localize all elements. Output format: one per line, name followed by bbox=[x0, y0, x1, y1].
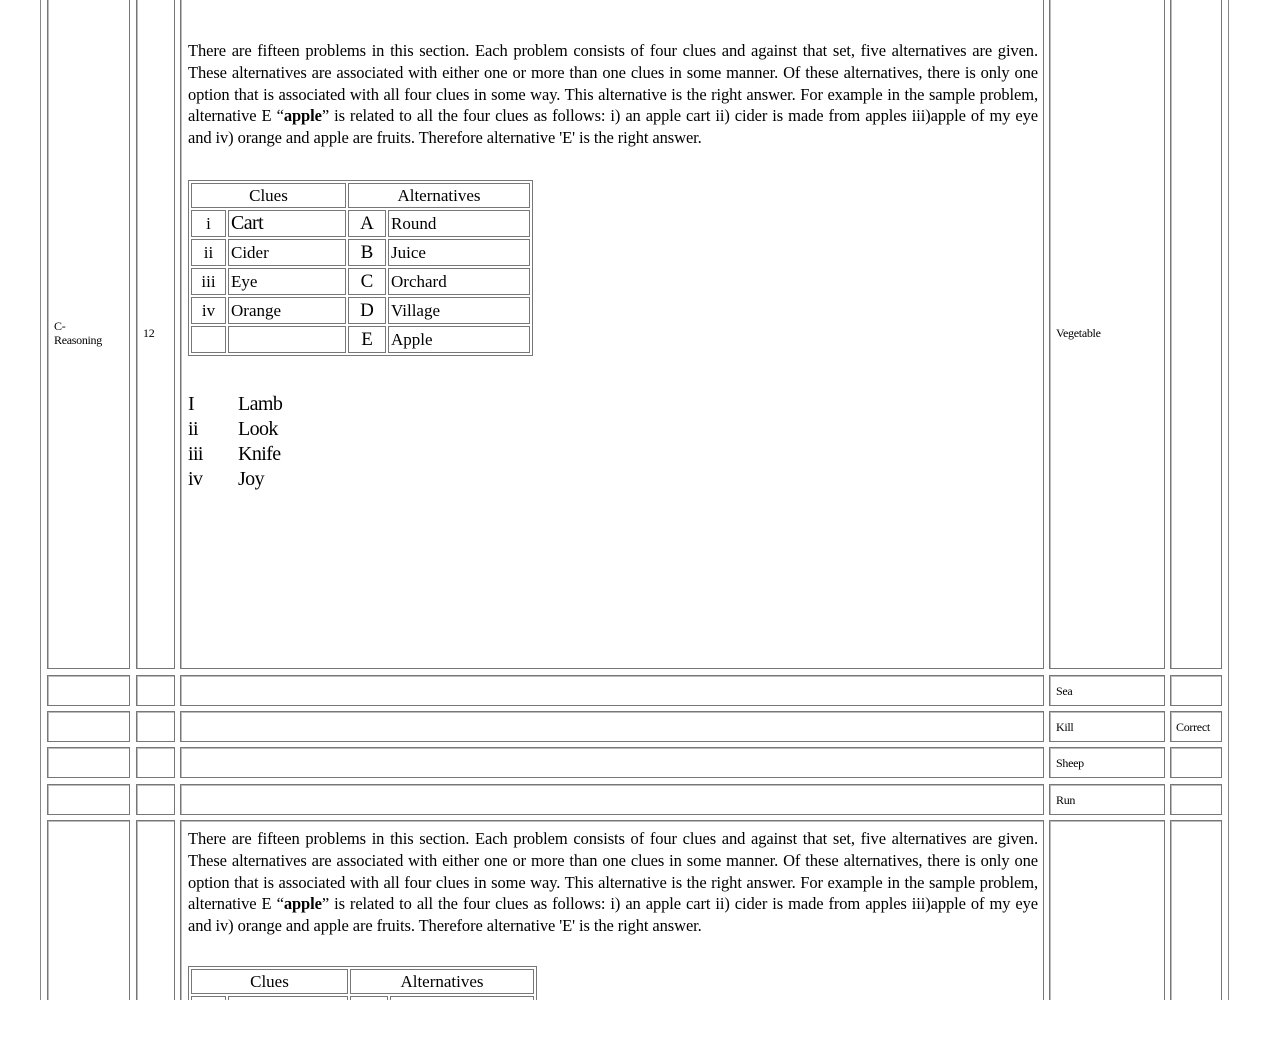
question-clue-word: Knife bbox=[238, 443, 281, 465]
question-clue-number: iii bbox=[188, 443, 203, 465]
list-item bbox=[188, 467, 282, 492]
question-clue-list bbox=[188, 392, 282, 492]
clue-number: iii bbox=[191, 268, 226, 295]
option-cell-run: Run bbox=[1049, 784, 1165, 815]
clues-header: Clues bbox=[191, 183, 346, 208]
question-number-cell bbox=[136, 784, 175, 815]
alternative-word bbox=[390, 996, 534, 1000]
table-header-row bbox=[191, 969, 534, 994]
correct-answer-label: Correct bbox=[1170, 711, 1222, 742]
alternative-word: Orchard bbox=[388, 268, 530, 295]
instructions-paragraph bbox=[188, 828, 1038, 937]
question-clue-word: Look bbox=[238, 418, 278, 440]
page-border-right bbox=[1228, 0, 1229, 1000]
alternative-word: Round bbox=[388, 210, 530, 237]
section-cell bbox=[47, 747, 130, 778]
question-number-cell bbox=[136, 675, 175, 706]
option-cell-kill: Kill bbox=[1049, 711, 1165, 742]
list-item bbox=[188, 442, 282, 467]
clue-word: Cider bbox=[228, 239, 346, 266]
question-cell bbox=[180, 675, 1044, 706]
alternative-letter: E bbox=[348, 326, 386, 353]
question-clue-word: Lamb bbox=[238, 393, 283, 415]
table-row bbox=[191, 239, 530, 266]
question-clue-word: Joy bbox=[238, 468, 264, 490]
question-number-cell bbox=[136, 820, 175, 1000]
alternative-word: Juice bbox=[388, 239, 530, 266]
instructions-bold-word: apple bbox=[283, 894, 322, 914]
list-item bbox=[188, 392, 282, 417]
question-clue-number: ii bbox=[188, 418, 198, 440]
clues-header: Clues bbox=[191, 969, 348, 994]
alternatives-header: Alternatives bbox=[348, 183, 530, 208]
clue-word bbox=[228, 326, 346, 353]
alternative-letter bbox=[350, 996, 388, 1000]
correct-cell bbox=[1170, 784, 1222, 815]
table-row bbox=[191, 268, 530, 295]
sample-clues-table bbox=[188, 180, 533, 356]
clue-word: Cart bbox=[228, 210, 346, 237]
question-cell bbox=[180, 747, 1044, 778]
instructions-bold-word: apple bbox=[283, 106, 322, 126]
section-cell bbox=[47, 820, 130, 1000]
correct-cell bbox=[1170, 675, 1222, 706]
question-clue-number: iv bbox=[188, 468, 203, 490]
alternative-letter: B bbox=[348, 239, 386, 266]
clue-word bbox=[228, 996, 348, 1000]
question-number-cell: 12 bbox=[136, 0, 175, 669]
table-row bbox=[191, 210, 530, 237]
option-cell-sheep: Sheep bbox=[1049, 747, 1165, 778]
question-cell bbox=[180, 820, 1044, 1000]
table-row bbox=[191, 326, 530, 353]
correct-cell bbox=[1170, 0, 1222, 669]
alternatives-header: Alternatives bbox=[350, 969, 534, 994]
instructions-text-pre: There are fifteen problems in this section. Each problem consists of four clues and against that set, five alternatives are given. These alternatives are associated with either one or more than one clues in some manner. Of these alternatives, there is only one option that is associated with all four clues in some way. This alternative is the right answer. For example in the sample problem, alternative E “ bbox=[188, 829, 1038, 914]
page-border-left bbox=[40, 0, 41, 1000]
instructions-paragraph bbox=[188, 40, 1038, 149]
option-cell-sea: Sea bbox=[1049, 675, 1165, 706]
alternative-word: Village bbox=[388, 297, 530, 324]
table-row bbox=[191, 297, 530, 324]
table-header-row bbox=[191, 183, 530, 208]
section-cell bbox=[47, 711, 130, 742]
option-cell bbox=[1049, 820, 1165, 1000]
section-cell bbox=[47, 784, 130, 815]
question-cell bbox=[180, 784, 1044, 815]
clue-word: Orange bbox=[228, 297, 346, 324]
clue-number bbox=[191, 996, 226, 1000]
clue-number: ii bbox=[191, 239, 226, 266]
section-cell: C- Reasoning bbox=[47, 0, 130, 669]
instructions-text-post: ” is related to all the four clues as follows: i) an apple cart ii) cider is made from apples iii)apple of my eye and iv) orange and apple are fruits. Therefore alternative 'E' is the right answer. bbox=[188, 106, 1038, 148]
option-cell-vegetable: Vegetable bbox=[1049, 0, 1165, 669]
alternative-word: Apple bbox=[388, 326, 530, 353]
question-cell bbox=[180, 0, 1044, 669]
correct-cell bbox=[1170, 747, 1222, 778]
question-clue-number: I bbox=[188, 393, 195, 415]
table-row bbox=[191, 996, 534, 1000]
list-item bbox=[188, 417, 282, 442]
question-cell bbox=[180, 711, 1044, 742]
clue-word: Eye bbox=[228, 268, 346, 295]
instructions-text-pre: There are fifteen problems in this section. Each problem consists of four clues and against that set, five alternatives are given. These alternatives are associated with either one or more than one clues in some manner. Of these alternatives, there is only one option that is associated with all four clues in some way. This alternative is the right answer. For example in the sample problem, alternative E “ bbox=[188, 41, 1038, 126]
clue-number: i bbox=[191, 210, 226, 237]
correct-cell bbox=[1170, 820, 1222, 1000]
question-number-cell bbox=[136, 711, 175, 742]
clue-number: iv bbox=[191, 297, 226, 324]
sample-clues-table bbox=[188, 966, 537, 1000]
section-cell bbox=[47, 675, 130, 706]
instructions-text-post: ” is related to all the four clues as follows: i) an apple cart ii) cider is made from apples iii)apple of my eye and iv) orange and apple are fruits. Therefore alternative 'E' is the right answer. bbox=[188, 894, 1038, 936]
question-number-cell bbox=[136, 747, 175, 778]
alternative-letter: D bbox=[348, 297, 386, 324]
alternative-letter: A bbox=[348, 210, 386, 237]
clue-number bbox=[191, 326, 226, 353]
alternative-letter: C bbox=[348, 268, 386, 295]
